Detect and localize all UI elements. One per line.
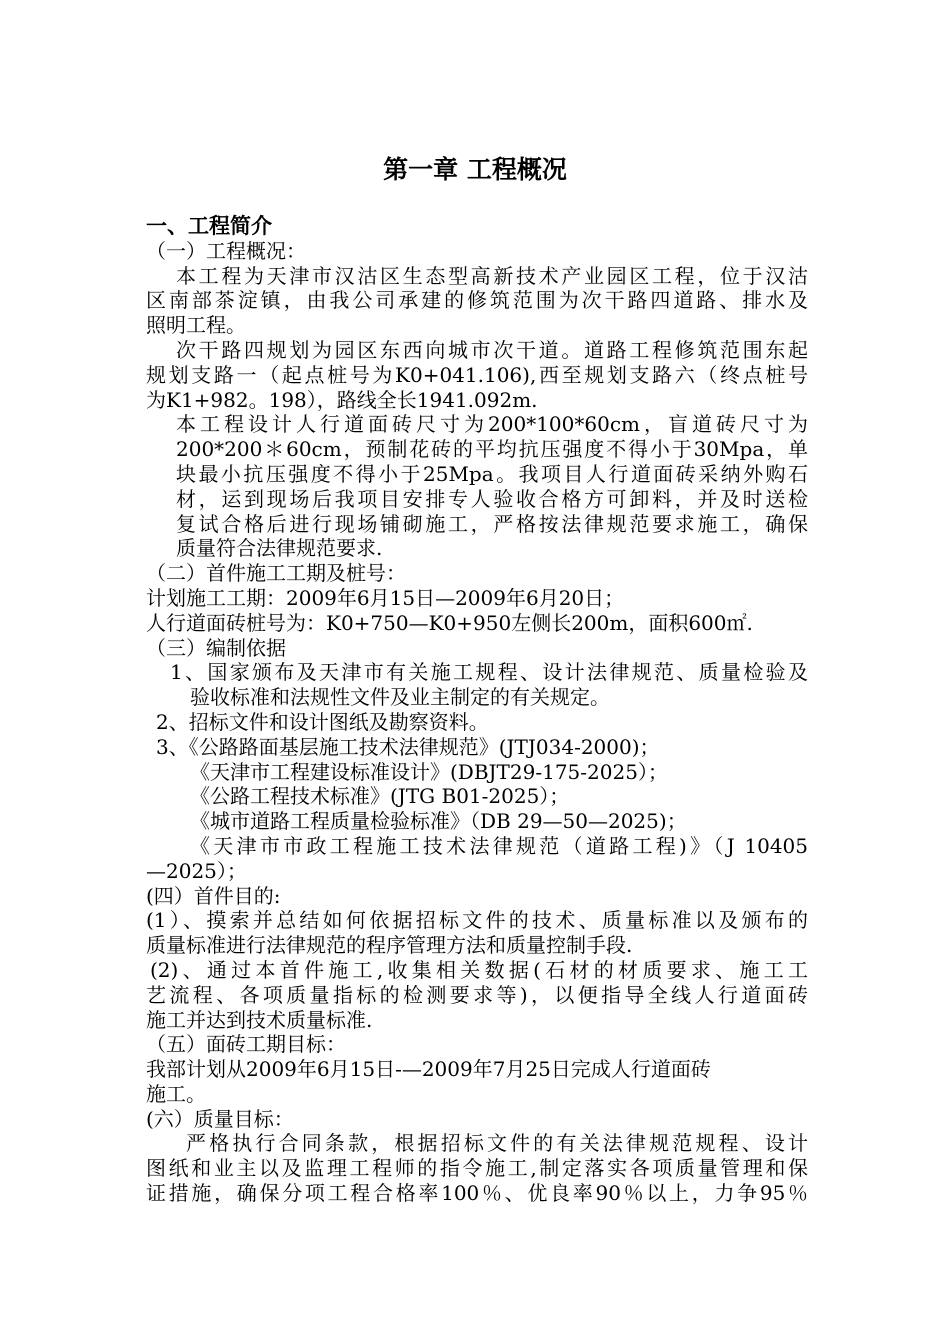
text-line: 计划施工工期：2009年6月15日—2009年6月20日； [146, 585, 625, 610]
text-line: 质量标准进行法律规范的程序管理方法和质量控制手段. [146, 933, 633, 958]
section-heading: 一、工程简介 [146, 214, 272, 238]
text-line: 图纸和业主以及监理工程师的指令施工,制定落实各项质量管理和保 [146, 1156, 808, 1181]
text-line: 严格执行合同条款，根据招标文件的有关法律规范规程、设计 [186, 1131, 808, 1156]
document-body [146, 214, 808, 1206]
text-line: 艺流程、各项质量指标的检测要求等)，以便指导全线人行道面砖 [146, 982, 808, 1007]
text-line: 照明工程。 [146, 313, 246, 338]
text-line: 材，运到现场后我项目安排专人验收合格方可卸料，并及时送检 [176, 486, 808, 511]
text-line: 3、《公路路面基层施工技术法律规范》(JTJ034-2000)； [156, 734, 660, 759]
text-line: 我部计划从2009年6月15日-—2009年7月25日完成人行道面砖 [146, 1057, 711, 1082]
text-line: （三）编制依据 [146, 635, 286, 660]
text-line: 块最小抗压强度不得小于25Mpa。我项目人行道面砖采纳外购石 [176, 461, 808, 486]
text-line: 本工程设计人行道面砖尺寸为200*100*60cm，盲道砖尺寸为 [176, 412, 808, 437]
text-line: 本工程为天津市汉沽区生态型高新技术产业园区工程，位于汉沽 [176, 263, 808, 288]
text-line: 施工。 [146, 1081, 206, 1106]
text-line: 《城市道路工程质量检验标准》（DB 29—50—2025)； [190, 809, 687, 834]
text-line: (四）首件目的: [146, 883, 281, 908]
text-line: 验收标准和法规性文件及业主制定的有关规定。 [190, 685, 610, 710]
text-line: 次干路四规划为园区东西向城市次干道。道路工程修筑范围东起 [176, 337, 808, 362]
text-line: 《天津市工程建设标准设计》(DBJT29-175-2025）； [190, 759, 668, 784]
text-line: 为K1+982。198），路线全长1941.092m. [146, 387, 538, 412]
text-line: 规划支路一（起点桩号为K0+041.106),西至规划支路六（终点桩号 [146, 362, 808, 387]
text-line: (2)、通过本首件施工,收集相关数据(石材的材质要求、施工工 [150, 957, 808, 982]
text-line: 证措施，确保分项工程合格率100％、优良率90％以上，力争95％ [146, 1181, 808, 1206]
text-line: 《天津市市政工程施工技术法律规范（道路工程)》（J 10405 [190, 833, 808, 858]
text-line: 质量符合法律规范要求. [176, 536, 383, 561]
text-line: 区南部茶淀镇，由我公司承建的修筑范围为次干路四道路、排水及 [146, 288, 808, 313]
text-line: （一）工程概况： [146, 238, 306, 263]
text-line: 施工并达到技术质量标准. [146, 1007, 373, 1032]
text-line: 复试合格后进行现场铺砌施工，严格按法律规范要求施工，确保 [176, 511, 808, 536]
text-line: 2、招标文件和设计图纸及勘察资料。 [156, 709, 489, 734]
text-line: —2025）； [146, 858, 247, 883]
page-title: 第一章 工程概况 [383, 155, 567, 184]
text-line: （二）首件施工工期及桩号： [146, 561, 406, 586]
text-line: 《公路工程技术标准》(JTG B01-2025）； [190, 784, 570, 809]
text-line: 1、国家颁布及天津市有关施工规程、设计法律规范、质量检验及 [170, 660, 808, 685]
text-line: （五）面砖工期目标： [146, 1032, 346, 1057]
text-line: 200*200＊60cm，预制花砖的平均抗压强度不得小于30Mpa，单 [176, 437, 808, 462]
text-line: (六）质量目标： [146, 1106, 294, 1131]
text-line: 人行道面砖桩号为：K0+750—K0+950左侧长200m，面积600㎡. [146, 610, 753, 635]
text-line: (1）、摸索并总结如何依据招标文件的技术、质量标准以及颁布的 [146, 908, 808, 933]
